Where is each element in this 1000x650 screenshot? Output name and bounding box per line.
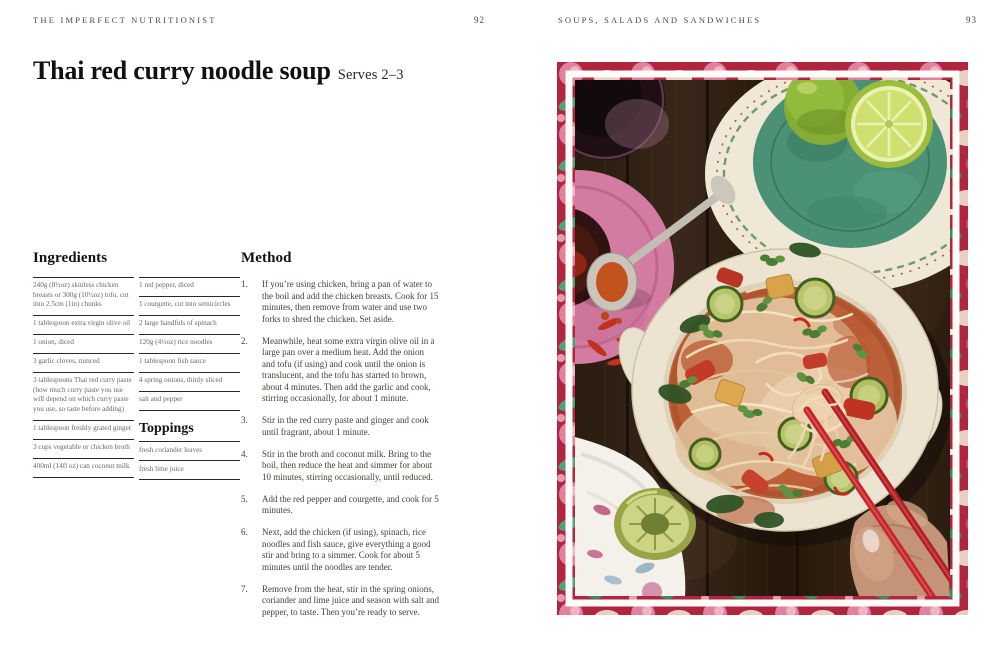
list-item: 1 tablespoon fish sauce xyxy=(139,353,240,372)
step-number: 3. xyxy=(241,415,248,425)
step-text: Next, add the chicken (if using), spinach, rice noodles and fish sauce, give everything a good stir and bring to a simmer. Cook for about 5 minutes until the noodles are tender. xyxy=(262,527,431,572)
list-item: 1 red pepper, diced xyxy=(139,277,240,296)
serves-note: Serves 2–3 xyxy=(337,67,404,83)
method-step xyxy=(241,279,439,325)
list-item: 1 courgette, cut into semicircles xyxy=(139,296,240,315)
list-item: 3 cups vegetable or chicken broth xyxy=(33,439,134,458)
step-number: 7. xyxy=(241,583,248,594)
recipe-title xyxy=(33,56,404,86)
method-step xyxy=(241,449,439,484)
list-item: 2 large handfuls of spinach xyxy=(139,315,240,334)
step-text: Meanwhile, heat some extra virgin olive oil in a large pan over a medium heat. Add the onion and tofu (if using) and cook until the onion is translucent, and the tofu has started to brown, about 4 minutes. Then add the garlic and cook, stirring occasionally, for about 1 minute. xyxy=(262,335,435,403)
step-text: Stir in the broth and coconut milk. Bring to the boil, then reduce the heat and simmer for about 10 minutes, stirring occasionally, until reduced. xyxy=(262,448,433,482)
toppings-heading: Toppings xyxy=(139,420,194,436)
list-item: fresh coriander leaves xyxy=(139,441,240,460)
step-number: 4. xyxy=(241,448,248,459)
chapter-title: SOUPS, SALADS AND SANDWICHES xyxy=(558,15,762,25)
step-text: Stir in the red curry paste and ginger and cook until fragrant, about 1 minute. xyxy=(262,415,429,437)
method-steps xyxy=(241,279,439,618)
list-item: 1 onion, diced xyxy=(33,334,134,353)
step-number: 2. xyxy=(241,335,248,346)
list-item: 120g (4½oz) rice noodles xyxy=(139,334,240,353)
ingredients-heading: Ingredients xyxy=(33,250,108,266)
list-item: 1 tablespoon extra virgin olive oil xyxy=(33,315,134,334)
method-section xyxy=(241,279,439,629)
step-number: 1. xyxy=(241,279,248,289)
book-title: THE IMPERFECT NUTRITIONIST xyxy=(33,15,217,25)
method-step xyxy=(241,584,439,619)
list-item: 3 tablespoons Thai red curry paste (how much curry paste you use will depend on which curry paste you use, so taste before adding) xyxy=(33,372,134,420)
method-step xyxy=(241,527,439,573)
step-text: Remove from the heat, stir in the spring onions, coriander and lime juice and season with salt and pepper, to taste. Then you’re ready to serve. xyxy=(262,583,439,617)
method-step xyxy=(241,415,439,438)
list-item: 1 tablespoon freshly grated ginger xyxy=(33,420,134,439)
ingredients-column-2 xyxy=(139,277,240,480)
ingredient-list-1 xyxy=(33,277,134,478)
recipe-title-text: Thai red curry noodle soup xyxy=(33,56,331,85)
ingredient-list-2 xyxy=(139,277,240,411)
list-item: 240g (8½oz) skinless chicken breasts or 300g (10½oz) tofu, cut into 2.5cm (1in) chunks xyxy=(33,277,134,315)
list-item: 4 spring onions, thinly sliced xyxy=(139,372,240,391)
ingredients-column-1 xyxy=(33,277,134,478)
method-step xyxy=(241,336,439,405)
page-number-left: 92 xyxy=(474,15,485,25)
step-number: 6. xyxy=(241,527,248,537)
toppings-list xyxy=(139,441,240,480)
step-text: If you’re using chicken, bring a pan of water to the boil and add the chicken breasts. Cook for 15 minutes, then remove from water and use two forks to shred the chicken. Set aside. xyxy=(262,279,439,324)
step-text: Add the red pepper and courgette, and cook for 5 minutes. xyxy=(262,493,439,515)
lime-half xyxy=(845,80,933,168)
step-number: 5. xyxy=(241,493,248,504)
page-number-right: 93 xyxy=(966,15,977,25)
method-step xyxy=(241,494,439,517)
list-item: 400ml (14fl oz) can coconut milk xyxy=(33,458,134,477)
method-heading: Method xyxy=(241,250,292,266)
list-item: 3 garlic cloves, minced xyxy=(33,353,134,372)
recipe-photo xyxy=(557,62,968,615)
list-item: fresh lime juice xyxy=(139,460,240,479)
list-item: salt and pepper xyxy=(139,391,240,410)
